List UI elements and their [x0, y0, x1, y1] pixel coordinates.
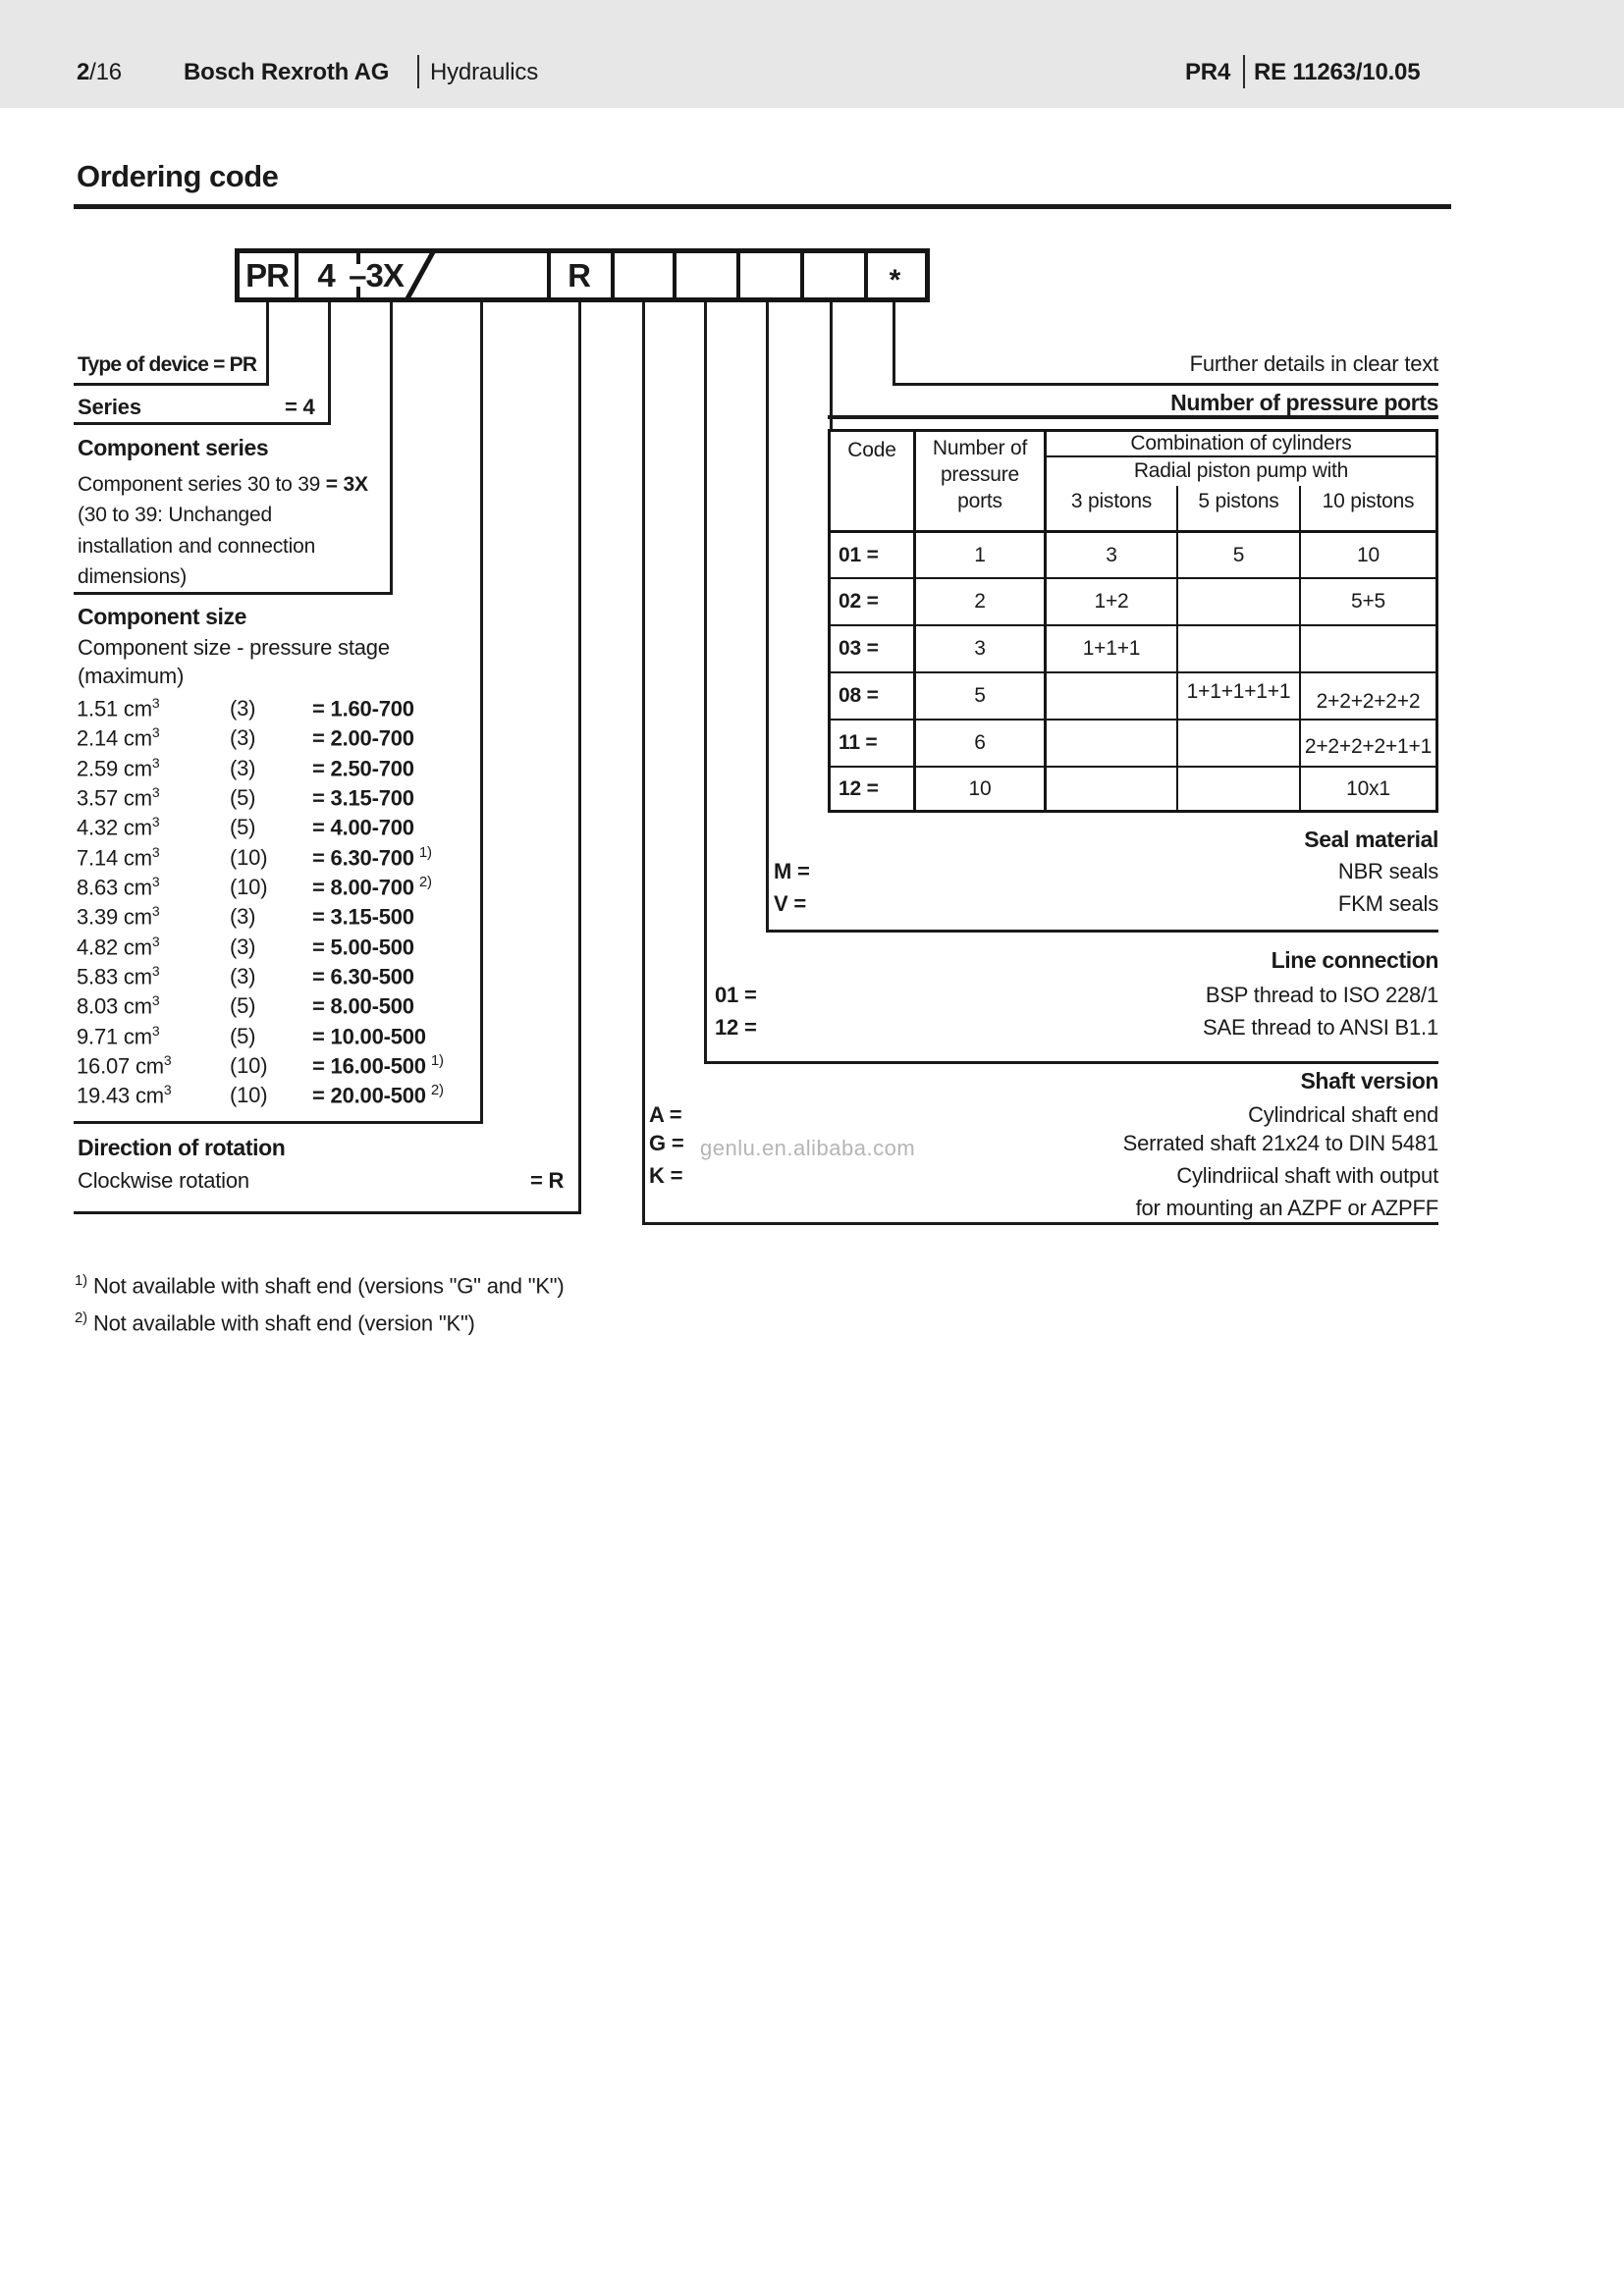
- shaft-desc-a: Cylindrical shaft end: [1248, 1102, 1438, 1127]
- rule-direction: [74, 1211, 581, 1214]
- leader-rotation: [578, 302, 581, 1214]
- shaft-desc-g: Serrated shaft 21x24 to DIN 5481: [1122, 1131, 1438, 1155]
- series-label: Series: [78, 395, 141, 419]
- col-header-number-2: pressure: [940, 463, 1020, 486]
- cell-n: 6: [974, 730, 986, 754]
- shaft-code-a: A =: [649, 1102, 682, 1127]
- header-separator-right: [1243, 55, 1245, 88]
- cell-p5: [1178, 768, 1299, 810]
- cell-p5: [1178, 721, 1299, 765]
- component-size-sub2: (maximum): [78, 664, 185, 688]
- cell-p5: 1+1+1+1+1: [1186, 679, 1291, 703]
- further-details-label: Further details in clear text: [1189, 351, 1438, 376]
- cell-p5: [1178, 626, 1299, 670]
- shaft-code-g: G =: [649, 1131, 684, 1155]
- component-size-row: 2.14 $cm^3$ (3) = 2.00-700: [77, 724, 414, 751]
- leader-series: [328, 302, 331, 425]
- type-of-device-label: Type of device = PR: [78, 353, 257, 376]
- cell-p10: 10x1: [1346, 776, 1390, 800]
- col-header-3-pistons: 3 pistons: [1070, 490, 1153, 512]
- page-number: 2/16: [77, 59, 122, 85]
- seal-material-heading: Seal material: [1304, 827, 1438, 852]
- col-header-5-pistons: 5 pistons: [1198, 490, 1279, 512]
- col-header-10-pistons: 10 pistons: [1322, 490, 1415, 512]
- col-header-combination: Combination of cylinders: [1130, 432, 1352, 454]
- shaft-code-k: K =: [649, 1163, 683, 1188]
- code-cell-rotation: R: [568, 256, 590, 294]
- component-series-line1: Component series 30 to 39 = 3X: [78, 473, 368, 496]
- seal-desc-v: FKM seals: [1337, 891, 1438, 916]
- series-value: = 4: [285, 395, 315, 419]
- cell-n: 5: [974, 683, 986, 707]
- component-series-heading: Component series: [78, 435, 269, 460]
- cell-p3: 1+2: [1094, 589, 1129, 613]
- code-cell-type: PR: [245, 256, 289, 294]
- component-size-row: 4.82 $cm^3$ (3) = 5.00-500: [77, 934, 414, 960]
- rule-shaft-version: [642, 1222, 1438, 1225]
- cell-n: 2: [974, 589, 986, 613]
- line-code-12: 12 =: [715, 1015, 757, 1040]
- company-name: Bosch Rexroth AG: [184, 59, 390, 85]
- cell-p10: [1301, 626, 1435, 670]
- component-size-row: 8.03 $cm^3$ (5) = 8.00-500: [77, 992, 414, 1019]
- component-size-row: 7.14 $cm^3$ (10) = 6.30-700 $^{1)}$: [77, 844, 432, 871]
- component-series-line2: (30 to 39: Unchanged: [78, 504, 272, 526]
- leader-pressure-ports: [830, 302, 833, 430]
- row-code: 08 =: [839, 683, 879, 707]
- cell-n: 3: [974, 636, 986, 660]
- pressure-ports-table: [828, 429, 1438, 813]
- page-header: [0, 0, 1624, 108]
- row-code: 02 =: [839, 589, 879, 613]
- code-cell-series: 4: [317, 256, 335, 294]
- table-comb-underline: [1047, 455, 1435, 457]
- row-code: 12 =: [839, 776, 879, 800]
- cell-p10: 5+5: [1350, 589, 1386, 613]
- cell-p10: 2+2+2+2+2: [1316, 689, 1421, 713]
- component-size-row: 8.63 $cm^3$ (10) = 8.00-700 $^{2)}$: [77, 874, 432, 900]
- cell-n: 10: [968, 776, 992, 800]
- rule-further-details: [893, 383, 1438, 386]
- rule-type: [74, 383, 269, 386]
- leader-line-connection: [704, 302, 707, 1064]
- cell-p3: [1047, 673, 1176, 718]
- leader-shaft-version: [642, 302, 645, 1225]
- col-header-radial: Radial piston pump with: [1133, 459, 1349, 482]
- division-name: Hydraulics: [430, 59, 539, 85]
- cell-p10: 2+2+2+2+1+1: [1304, 734, 1433, 758]
- row-code: 03 =: [839, 636, 879, 660]
- col-header-number-1: Number of: [932, 437, 1028, 459]
- cell-p5: 5: [1232, 543, 1245, 566]
- seal-code-v: V =: [774, 891, 807, 916]
- component-size-row: 3.57 $cm^3$ (5) = 3.15-700: [77, 784, 414, 811]
- leader-component-size: [480, 302, 483, 1124]
- cell-n: 1: [974, 543, 986, 566]
- component-series-line3: installation and connection: [78, 535, 316, 558]
- shaft-desc-k: Cylindriical shaft with output: [1176, 1163, 1438, 1188]
- component-size-heading: Component size: [78, 604, 247, 629]
- component-size-row: 5.83 $cm^3$ (3) = 6.30-500: [77, 963, 414, 989]
- code-cell-component-series: –3X: [349, 256, 404, 294]
- rule-seal-material: [766, 930, 1438, 933]
- row-code: 01 =: [839, 543, 879, 566]
- header-separator: [417, 55, 419, 88]
- cell-p5: [1178, 579, 1299, 623]
- product-code: PR4: [1185, 59, 1231, 85]
- box-divider: [800, 253, 804, 297]
- direction-value: = R: [530, 1168, 565, 1193]
- cell-p3: 3: [1106, 543, 1117, 566]
- leader-component-series: [390, 302, 393, 595]
- rule-component-size: [74, 1121, 483, 1124]
- col-header-code: Code: [847, 439, 896, 461]
- component-size-row: 16.07 $cm^3$ (10) = 16.00-500 $^{1)}$: [77, 1052, 444, 1079]
- box-divider: [673, 253, 677, 297]
- title-rule: [74, 204, 1451, 209]
- component-size-row: 4.32 $cm^3$ (5) = 4.00-700: [77, 814, 414, 840]
- cell-p3: 1+1+1: [1082, 636, 1141, 660]
- component-size-row: 1.51 $cm^3$ (3) = 1.60-700: [77, 695, 414, 721]
- box-divider: [736, 253, 740, 297]
- page-title: Ordering code: [77, 159, 279, 193]
- leader-seal-material: [766, 302, 769, 933]
- ordering-code-boxes: [235, 248, 930, 302]
- cell-p3: [1047, 721, 1176, 765]
- component-series-line4: dimensions): [78, 565, 188, 588]
- leader-further-details: [893, 302, 895, 386]
- seal-desc-m: NBR seals: [1337, 859, 1438, 883]
- direction-label: Clockwise rotation: [78, 1168, 249, 1193]
- line-code-01: 01 =: [715, 983, 757, 1007]
- code-cell-star: *: [889, 263, 900, 296]
- rule-line-connection: [704, 1061, 1438, 1064]
- seal-code-m: M =: [774, 859, 810, 883]
- component-size-row: 3.39 $cm^3$ (3) = 3.15-500: [77, 903, 414, 930]
- footnote-2: $^{2)}$ Not available with shaft end (version "K"): [75, 1309, 475, 1336]
- rule-component-series: [74, 592, 393, 595]
- box-divider: [611, 253, 615, 297]
- component-size-sub1: Component size - pressure stage: [78, 635, 390, 660]
- watermark: genlu.en.alibaba.com: [700, 1136, 916, 1160]
- component-size-row: 2.59 $cm^3$ (3) = 2.50-700: [77, 755, 414, 781]
- shaft-version-heading: Shaft version: [1300, 1068, 1438, 1094]
- direction-heading: Direction of rotation: [78, 1135, 286, 1160]
- line-desc-12: SAE thread to ANSI B1.1: [1203, 1015, 1438, 1040]
- line-connection-heading: Line connection: [1271, 947, 1438, 973]
- cell-p3: [1047, 768, 1176, 810]
- document-ref: RE 11263/10.05: [1254, 59, 1421, 85]
- row-code: 11 =: [839, 730, 878, 754]
- pressure-ports-heading: Number of pressure ports: [1170, 390, 1438, 415]
- shaft-desc-k2: for mounting an AZPF or AZPFF: [1135, 1196, 1438, 1220]
- leader-type: [266, 302, 269, 386]
- component-size-row: 19.43 $cm^3$ (10) = 20.00-500 $^{2)}$: [77, 1082, 444, 1108]
- line-desc-01: BSP thread to ISO 228/1: [1205, 983, 1438, 1007]
- cell-p10: 10: [1357, 543, 1380, 566]
- col-header-number-3: ports: [957, 490, 1002, 512]
- component-size-row: 9.71 $cm^3$ (5) = 10.00-500: [77, 1023, 426, 1049]
- rule-series: [74, 422, 331, 425]
- footnote-1: $^{1)}$ Not available with shaft end (versions "G" and "K"): [75, 1272, 565, 1299]
